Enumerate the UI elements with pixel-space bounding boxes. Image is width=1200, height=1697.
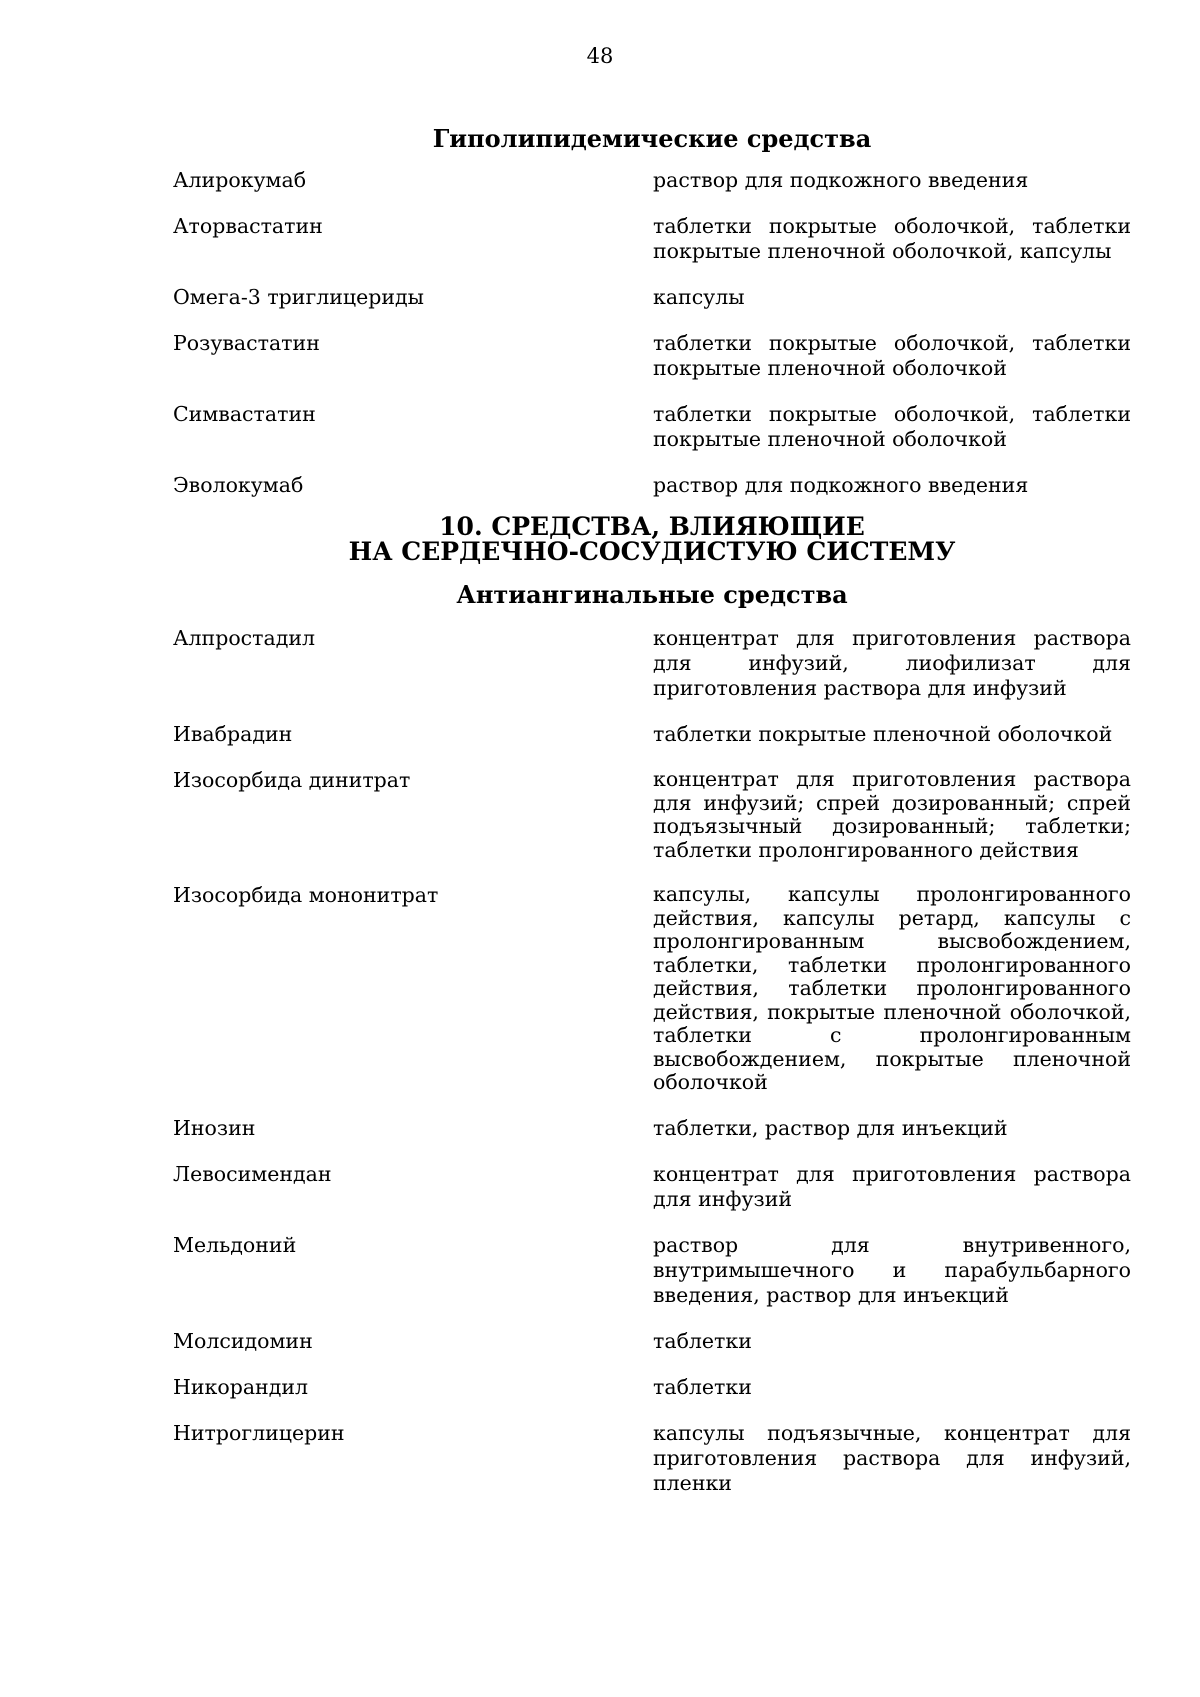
drug-form: концентрат для приготовления раствора для инфузий — [653, 1161, 1131, 1211]
drug-name: Алпростадил — [173, 626, 316, 650]
table-row — [173, 1162, 1131, 1212]
table-row — [173, 402, 1131, 452]
drug-name: Розувастатин — [173, 331, 320, 355]
drug-name: Ивабрадин — [173, 722, 293, 746]
table-row — [173, 168, 1131, 193]
drug-form: таблетки покрытые оболочкой, таблетки покрытые пленочной оболочкой — [653, 402, 1131, 451]
drug-name: Левосимендан — [173, 1161, 332, 1186]
drug-form: раствор для внутривенного, внутримышечного и парабульбарного введения, раствор для инъекций — [653, 1232, 1131, 1307]
table-row — [173, 473, 1131, 498]
drug-name: Молсидомин — [173, 1328, 313, 1353]
table-row — [173, 768, 1131, 862]
page-number: 48 — [586, 44, 614, 68]
table-row — [173, 1375, 1131, 1400]
table-row — [173, 722, 1131, 747]
subheading-lipid-lowering: Гиполипидемические средства — [432, 124, 872, 153]
drug-name: Омега-3 триглицериды — [173, 285, 424, 309]
table-row — [173, 1233, 1131, 1308]
drug-name: Инозин — [173, 1115, 256, 1140]
drug-form: капсулы — [653, 285, 745, 309]
drug-name: Никорандил — [173, 1374, 309, 1399]
drug-form: концентрат для приготовления раствора для инфузий, лиофилизат для приготовления раствора для инфузий — [653, 626, 1131, 700]
table-row — [173, 626, 1131, 701]
table-row — [173, 331, 1131, 381]
drug-form: раствор для подкожного введения — [653, 168, 1029, 192]
drug-form: капсулы подъязычные, концентрат для приготовления раствора для инфузий, пленки — [653, 1420, 1131, 1495]
drug-form: таблетки покрытые оболочкой, таблетки покрытые пленочной оболочкой — [653, 331, 1131, 380]
page-content — [173, 120, 1131, 1517]
drug-form: таблетки, раствор для инъекций — [653, 1115, 1008, 1140]
drug-name: Эволокумаб — [173, 473, 304, 497]
drug-list-antianginal — [173, 626, 1131, 1496]
drug-name: Симвастатин — [173, 402, 316, 426]
drug-form: концентрат для приготовления раствора для инфузий; спрей дозированный; спрей подъязычный дозированный; таблетки; таблетки пролонгированного действия — [653, 767, 1131, 862]
table-row — [173, 285, 1131, 310]
drug-name: Алирокумаб — [173, 168, 307, 192]
drug-form: раствор для подкожного введения — [653, 473, 1029, 497]
section-title — [173, 514, 1131, 564]
drug-name: Изосорбида динитрат — [173, 768, 411, 792]
section-title-line-1: 10. СРЕДСТВА, ВЛИЯЮЩИЕ — [439, 512, 865, 541]
drug-form: таблетки покрытые оболочкой, таблетки покрытые пленочной оболочкой, капсулы — [653, 214, 1131, 263]
subheading-antianginal: Антиангинальные средства — [456, 580, 848, 609]
drug-form: таблетки — [653, 1328, 752, 1353]
table-row — [173, 1116, 1131, 1141]
drug-name: Мельдоний — [173, 1232, 297, 1257]
drug-name: Нитроглицерин — [173, 1420, 345, 1445]
table-row — [173, 1421, 1131, 1496]
table-row — [173, 1329, 1131, 1354]
drug-form: капсулы, капсулы пролонгированного действия, капсулы ретард, капсулы с пролонгированным высвобождением, таблетки, таблетки пролонгированного действия, таблетки пролонгированного действия, покрытые пленочной оболочкой, таблетки с пролонгированным высвобождением, покрытые пленочной оболочкой — [653, 882, 1131, 1094]
drug-form: таблетки покрытые пленочной оболочкой — [653, 722, 1113, 746]
drug-list-lipid-lowering — [173, 168, 1131, 498]
drug-form: таблетки — [653, 1374, 752, 1399]
table-row — [173, 214, 1131, 264]
drug-name: Изосорбида мононитрат — [173, 883, 439, 907]
drug-name: Аторвастатин — [173, 214, 323, 238]
section-title-line-2: НА СЕРДЕЧНО-СОСУДИСТУЮ СИСТЕМУ — [348, 537, 956, 566]
table-row — [173, 883, 1131, 1095]
